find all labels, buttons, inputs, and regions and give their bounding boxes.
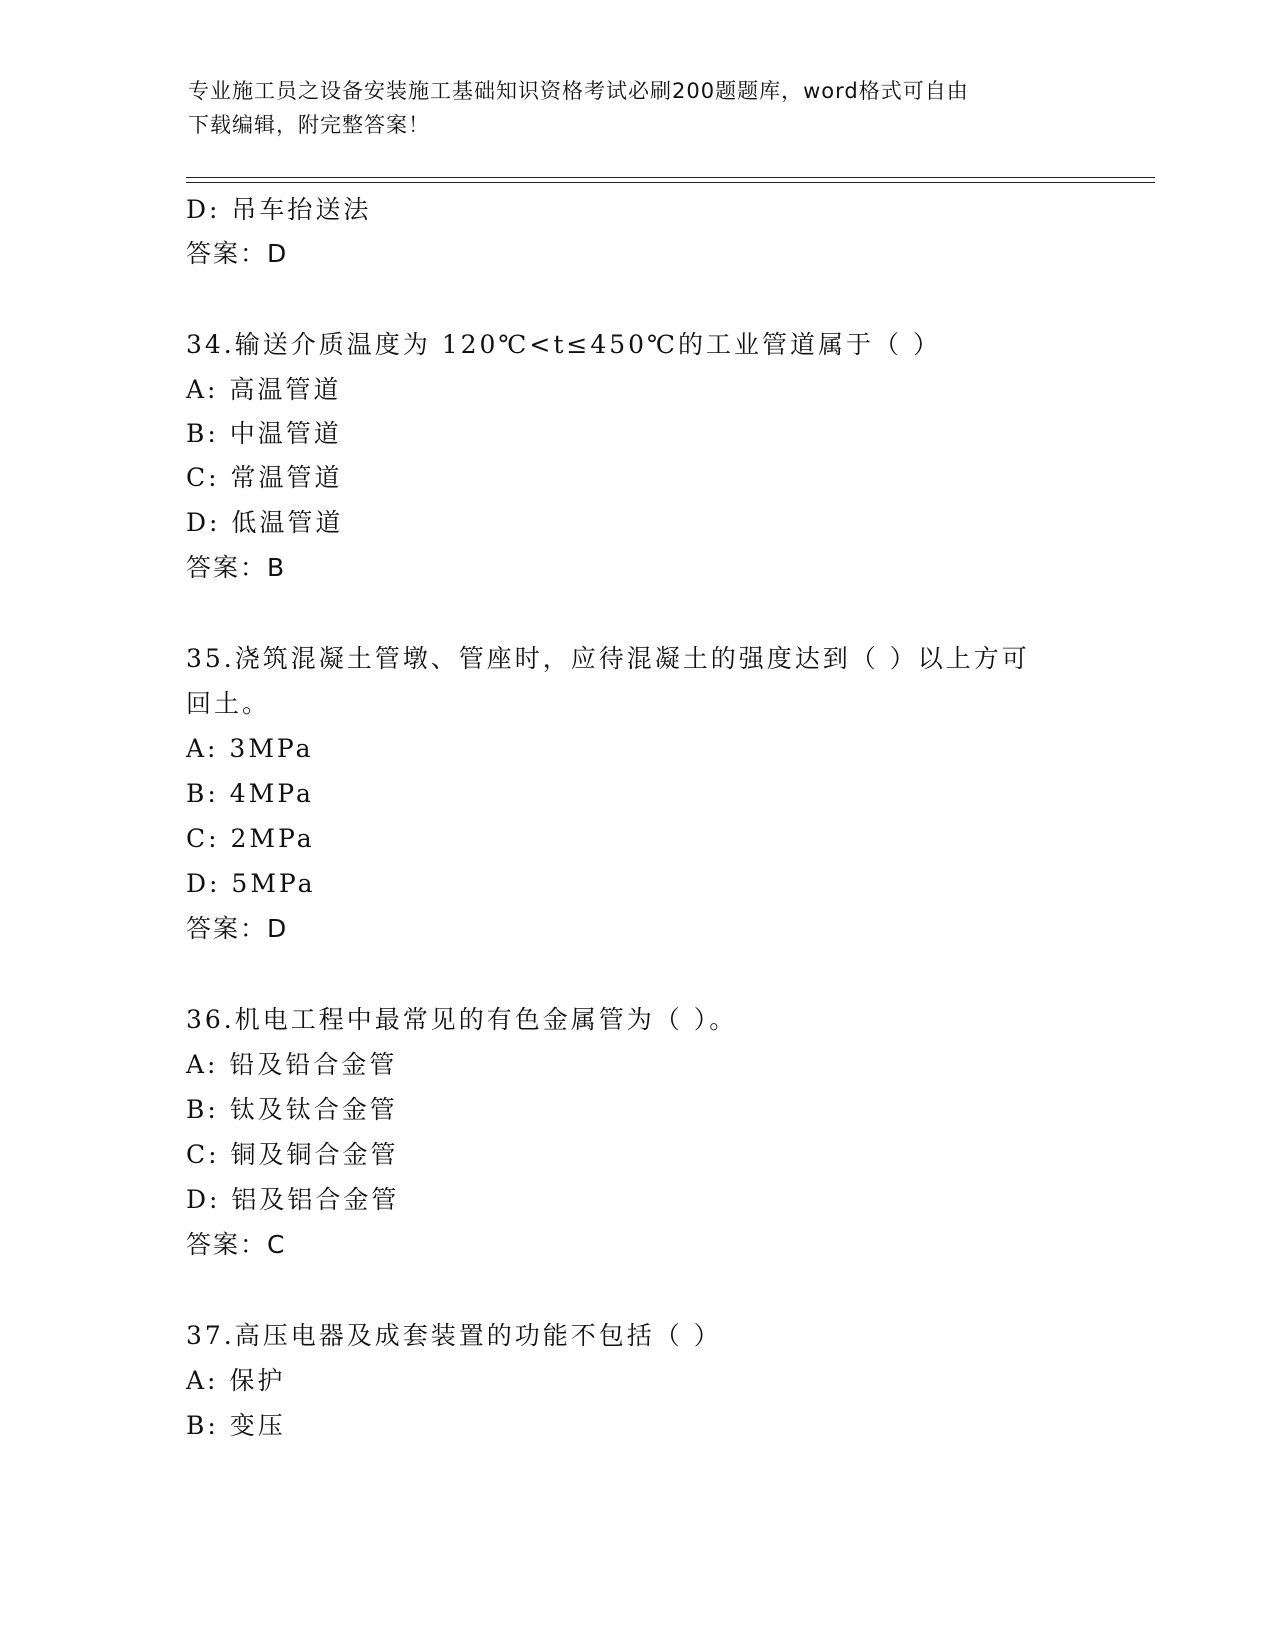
q35-stem-line-1: 35.浇筑混凝土管墩、管座时，应待混凝土的强度达到（ ）以上方可: [186, 644, 1030, 673]
q36-option-b: B: 钛及钛合金管: [186, 1095, 398, 1124]
q37-stem: 37.高压电器及成套装置的功能不包括（ ）: [186, 1321, 722, 1350]
q34-answer: 答案：B: [186, 553, 287, 582]
q36-stem: 36.机电工程中最常见的有色金属管为（ ）。: [186, 1005, 738, 1034]
q35-option-d: D: 5MPa: [186, 869, 316, 898]
header-line-1: 专业施工员之设备安装施工基础知识资格考试必刷200题题库，word格式可自由: [188, 79, 969, 103]
q36-option-a: A: 铅及铅合金管: [186, 1050, 398, 1079]
q35-answer: 答案：D: [186, 914, 289, 943]
q35-stem-line-2: 回土。: [186, 689, 271, 718]
q34-stem: 34.输送介质温度为 120℃<t≤450℃的工业管道属于（ ）: [186, 330, 941, 359]
q37-option-a: A: 保护: [186, 1366, 286, 1395]
document-header: [188, 74, 1088, 142]
q36-option-d: D: 铝及铝合金管: [186, 1185, 400, 1214]
q33-option-d: D: 吊车抬送法: [186, 195, 372, 224]
q36-answer: 答案：C: [186, 1230, 287, 1259]
q34-option-d: D: 低温管道: [186, 508, 344, 537]
q34-option-a: A: 高温管道: [186, 375, 342, 404]
q33-answer: 答案：D: [186, 239, 289, 268]
header-line-2: 下载编辑，附完整答案！: [188, 113, 430, 137]
q34-option-c: C: 常温管道: [186, 463, 343, 492]
q35-option-c: C: 2MPa: [186, 824, 315, 853]
header-rule-top: [186, 177, 1155, 178]
q36-option-c: C: 铜及铜合金管: [186, 1140, 399, 1169]
q35-option-a: A: 3MPa: [186, 734, 314, 763]
q35-option-b: B: 4MPa: [186, 779, 314, 808]
header-rule-bottom: [186, 182, 1155, 183]
q34-option-b: B: 中温管道: [186, 419, 342, 448]
q37-option-b: B: 变压: [186, 1411, 286, 1440]
